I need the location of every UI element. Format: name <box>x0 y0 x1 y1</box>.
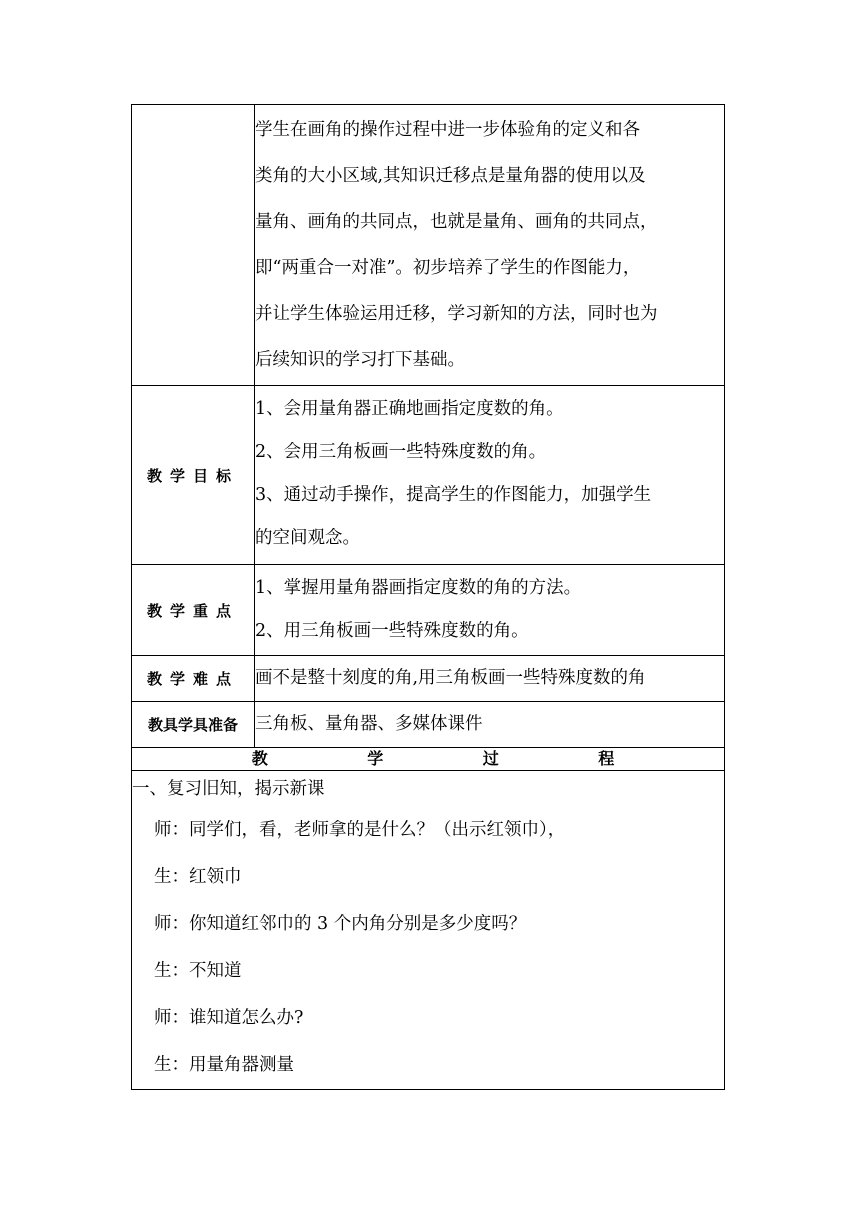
intro-line: 并让学生体验运用迁移，学习新知的方法，同时也为 <box>255 304 658 324</box>
materials-text: 三角板、量角器、多媒体课件 <box>255 702 725 748</box>
process-header-row <box>132 748 725 771</box>
intro-line: 即“两重合一对准”。初步培养了学生的作图能力， <box>255 258 641 278</box>
goals-content <box>255 386 725 565</box>
intro-line: 类角的大小区域,其知识迁移点是量角器的使用以及 <box>255 166 646 186</box>
goal-line: 2、会用三角板画一些特殊度数的角。 <box>255 442 547 462</box>
difficulty-row <box>132 656 725 702</box>
difficulty-text: 画不是整十刻度的角,用三角板画一些特殊度数的角 <box>255 656 725 702</box>
section-title: 一、复习旧知，揭示新课 <box>132 779 325 799</box>
materials-row <box>132 702 725 748</box>
key-points-label: 教学重点 <box>132 565 255 656</box>
key-point-line: 1、掌握用量角器画指定度数的角的方法。 <box>255 578 582 598</box>
dialogue-line: 师：谁知道怎么办? <box>154 1008 304 1028</box>
dialogue-line: 师：同学们，看，老师拿的是什么？（出示红领巾）， <box>154 820 566 840</box>
goal-line: 1、会用量角器正确地画指定度数的角。 <box>255 399 564 419</box>
intro-line: 学生在画角的操作过程中进一步体验角的定义和各 <box>255 120 640 140</box>
process-header-char: 学 <box>367 749 384 768</box>
difficulty-label: 教学难点 <box>132 656 255 702</box>
intro-text <box>255 105 725 386</box>
process-header-char: 程 <box>598 749 615 768</box>
process-content <box>132 771 725 1090</box>
goal-line: 的空间观念。 <box>255 528 360 548</box>
process-row <box>132 771 725 1090</box>
intro-row <box>132 105 725 386</box>
materials-label: 教具学具准备 <box>132 702 255 748</box>
intro-line: 后续知识的学习打下基础。 <box>255 350 465 370</box>
process-header-char: 过 <box>482 749 499 768</box>
dialogue-line: 生：红领巾 <box>154 867 242 887</box>
key-points-content <box>255 565 725 656</box>
goals-row <box>132 386 725 565</box>
lesson-plan-table <box>131 104 725 1090</box>
key-points-row <box>132 565 725 656</box>
dialogue-line: 生：用量角器测量 <box>154 1055 294 1075</box>
process-header <box>132 748 725 771</box>
key-point-line: 2、用三角板画一些特殊度数的角。 <box>255 621 529 641</box>
goal-line: 3、通过动手操作，提高学生的作图能力，加强学生 <box>255 485 652 505</box>
dialogue-line: 生：不知道 <box>154 961 242 981</box>
intro-label-cell <box>132 105 255 386</box>
process-header-char: 教 <box>251 749 268 768</box>
goals-label: 教学目标 <box>132 386 255 565</box>
dialogue-line: 师：你知道红邻巾的 3 个内角分别是多少度吗？ <box>154 914 527 934</box>
intro-line: 量角、画角的共同点，也就是量角、画角的共同点， <box>255 212 658 232</box>
